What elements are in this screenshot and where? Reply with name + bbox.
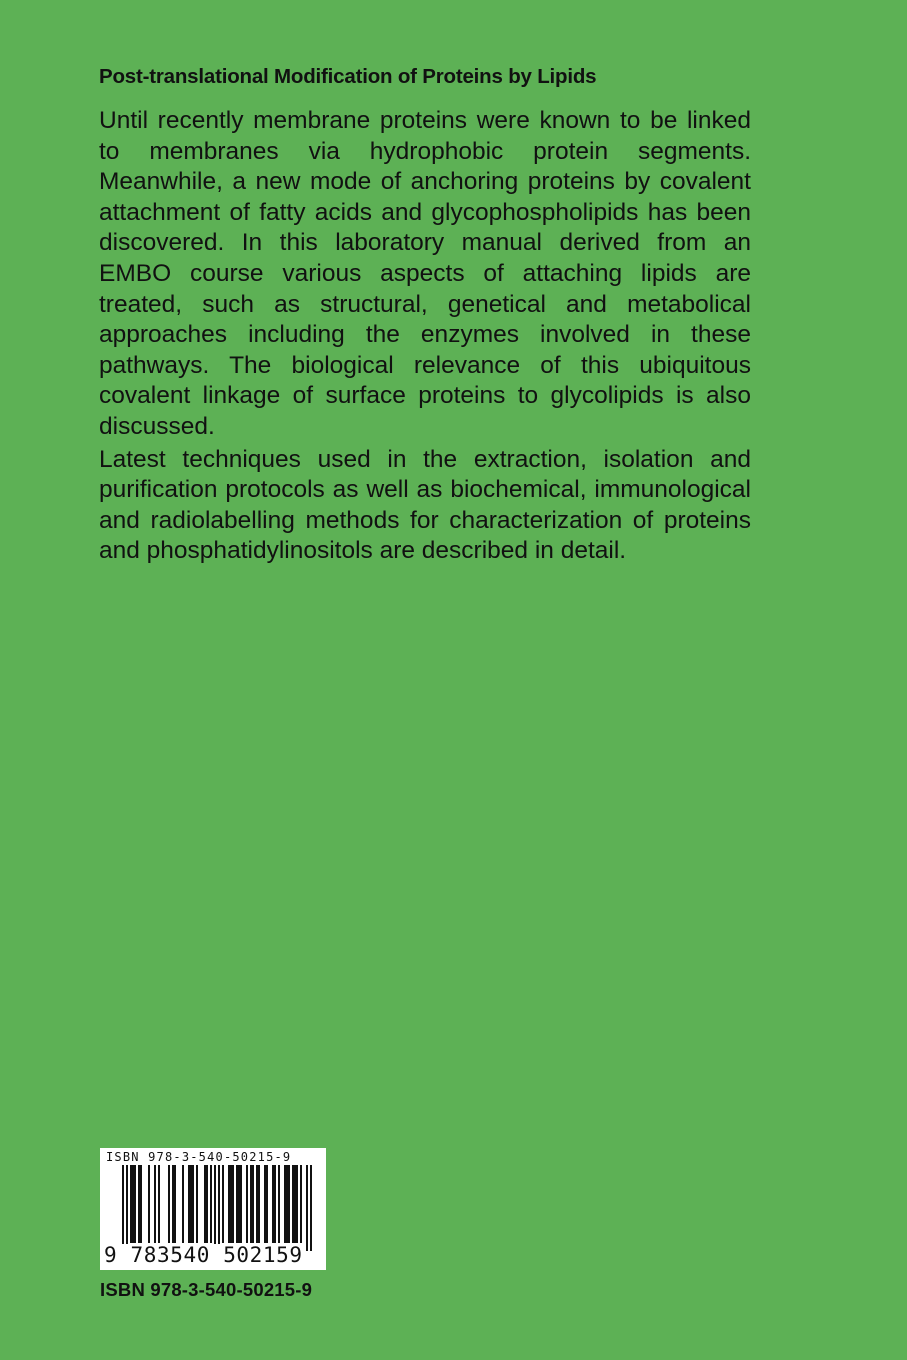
barcode-bar (310, 1165, 312, 1251)
barcode-bar (296, 1165, 298, 1243)
barcode-bar (250, 1165, 252, 1243)
barcode-bar (258, 1165, 260, 1243)
barcode-bar (232, 1165, 234, 1243)
barcode-bar (148, 1165, 150, 1243)
barcode-bar (288, 1165, 290, 1243)
barcode-bar (300, 1165, 302, 1243)
barcode-bar (196, 1165, 198, 1243)
barcode-bar (246, 1165, 248, 1243)
blurb (99, 106, 751, 569)
barcode-bar (206, 1165, 208, 1243)
barcode-bar (154, 1165, 156, 1243)
barcode-bar (134, 1165, 136, 1243)
blurb-paragraph-2: Latest techniques used in the extraction, isolation and purification protocols as well as biochemical, immunological and radiolabelling methods for characterization of proteins and phosphatidylinositols are described in detail. (99, 445, 751, 565)
barcode-bar (238, 1165, 240, 1243)
barcode-bar (210, 1165, 212, 1243)
barcode-digits: 9 783540 502159 (104, 1243, 303, 1267)
barcode-bar (132, 1165, 134, 1243)
barcode-bar (158, 1165, 160, 1243)
barcode-bar (174, 1165, 176, 1243)
barcode-bar (294, 1165, 296, 1243)
barcode-bar (252, 1165, 254, 1243)
barcode-bar (278, 1165, 280, 1243)
barcode-bar (188, 1165, 190, 1243)
barcode-bar (284, 1165, 286, 1243)
barcode-bar (126, 1165, 128, 1251)
blurb-paragraph-1: Until recently membrane proteins were known to be linked to membranes via hydrophobic protein segments. Meanwhile, a new mode of anchoring proteins by covalent attachment of fatty acids and glycophospholipids has been discovered. In this laboratory manual derived from an EMBO course various aspects of attaching lipids are treated, such as structural, genetical and metabolical approaches including the enzymes involved in these pathways. The biological relevance of this ubiquitous covalent linkage of surface proteins to glycolipids is also discussed. (99, 107, 751, 440)
barcode-bar (130, 1165, 132, 1243)
barcode-bar (138, 1165, 140, 1243)
barcode-bar (192, 1165, 194, 1243)
barcode-bar (190, 1165, 192, 1243)
barcode-bar (230, 1165, 232, 1243)
barcode-bar (228, 1165, 230, 1243)
barcode-bar (140, 1165, 142, 1243)
barcode-bar (168, 1165, 170, 1243)
barcode-bar (172, 1165, 174, 1243)
barcode (100, 1148, 326, 1270)
barcode-isbn-text: ISBN 978-3-540-50215-9 (106, 1150, 292, 1164)
barcode-bar (214, 1165, 216, 1251)
barcode-bar (218, 1165, 220, 1251)
isbn-label: ISBN 978-3-540-50215-9 (100, 1279, 313, 1300)
barcode-bar (286, 1165, 288, 1243)
barcode-bar (264, 1165, 266, 1243)
barcode-bar (292, 1165, 294, 1243)
barcode-bar (272, 1165, 274, 1243)
barcode-bar (236, 1165, 238, 1243)
barcode-bar (240, 1165, 242, 1243)
barcode-bar (182, 1165, 184, 1243)
barcode-bar (266, 1165, 268, 1243)
barcode-bar (306, 1165, 308, 1251)
barcode-bar (222, 1165, 224, 1243)
book-title: Post-translational Modification of Proteins by Lipids (99, 65, 597, 88)
barcode-bar (122, 1165, 124, 1251)
barcode-bar (204, 1165, 206, 1243)
barcode-bar (256, 1165, 258, 1243)
barcode-bar (274, 1165, 276, 1243)
